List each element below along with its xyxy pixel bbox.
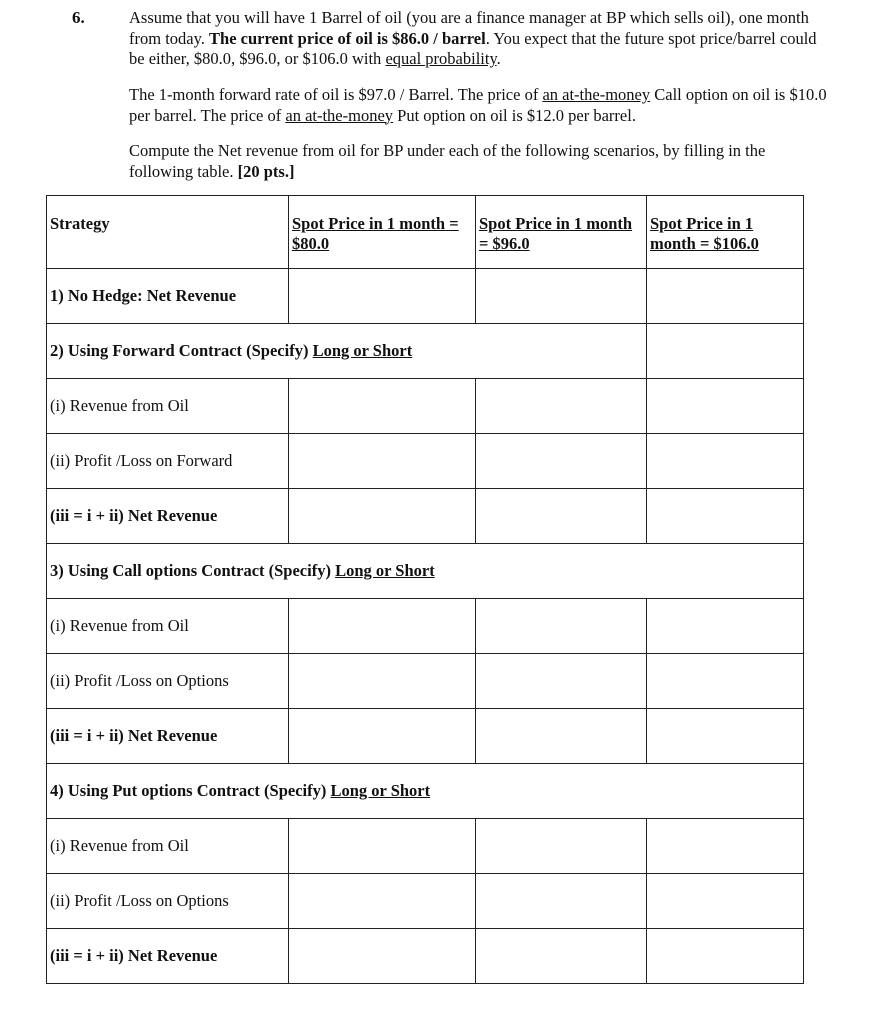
answer-cell[interactable] xyxy=(476,709,647,764)
row-label-forward-revenue: (i) Revenue from Oil xyxy=(47,379,289,434)
p3-points: [20 pts.] xyxy=(237,161,295,181)
answer-cell[interactable] xyxy=(476,434,647,489)
answer-cell[interactable] xyxy=(647,874,804,929)
row-label-call-revenue: (i) Revenue from Oil xyxy=(47,599,289,654)
answer-cell[interactable] xyxy=(476,489,647,544)
table-row xyxy=(47,489,804,544)
table-row xyxy=(47,929,804,984)
forward-title-text: 2) Using Forward Contract (Specify) xyxy=(50,341,313,360)
p2-underline-atm-put: an at-the-money xyxy=(285,105,394,125)
question-number: 6. xyxy=(72,8,85,27)
answer-cell[interactable] xyxy=(647,709,804,764)
p2-text-3: Put option on oil is $12.0 per barrel. xyxy=(393,105,636,125)
answer-cell[interactable] xyxy=(289,654,476,709)
p2-underline-atm-call: an at-the-money xyxy=(542,85,651,104)
answer-cell[interactable] xyxy=(647,929,804,984)
row-label-put-profit-loss: (ii) Profit /Loss on Options xyxy=(47,874,289,929)
section-title-forward xyxy=(47,324,647,379)
row-label-call-net-revenue: (iii = i + ii) Net Revenue xyxy=(47,709,289,764)
p1-bold-current-price: The current price of oil is $86.0 / barrel xyxy=(209,28,486,48)
section-row-put xyxy=(47,764,804,819)
row-label-call-profit-loss: (ii) Profit /Loss on Options xyxy=(47,654,289,709)
answer-cell[interactable] xyxy=(476,269,647,324)
answer-cell[interactable] xyxy=(647,654,804,709)
row-label-put-net-revenue: (iii = i + ii) Net Revenue xyxy=(47,929,289,984)
row-label-put-revenue: (i) Revenue from Oil xyxy=(47,819,289,874)
answer-cell[interactable] xyxy=(476,874,647,929)
answer-cell[interactable] xyxy=(289,819,476,874)
table-row-no-hedge xyxy=(47,269,804,324)
put-title-text: 4) Using Put options Contract (Specify) xyxy=(50,781,331,800)
answer-cell[interactable] xyxy=(647,599,804,654)
p2-text-1: The 1-month forward rate of oil is $97.0 / Barrel. The price of xyxy=(129,85,543,104)
answer-cell[interactable] xyxy=(289,599,476,654)
row-label-forward-net-revenue: (iii = i + ii) Net Revenue xyxy=(47,489,289,544)
table-row xyxy=(47,434,804,489)
answer-cell[interactable] xyxy=(647,269,804,324)
answer-cell[interactable] xyxy=(289,489,476,544)
p1-text-2: . You expect that the future spot price/barrel could be either, $80.0, $96.0, or $106.0 with xyxy=(129,28,817,68)
row-label-no-hedge: 1) No Hedge: Net Revenue xyxy=(47,269,289,324)
answer-cell[interactable] xyxy=(476,599,647,654)
question-paragraph-2 xyxy=(129,85,829,126)
answer-cell[interactable] xyxy=(647,434,804,489)
row-label-forward-profit-loss: (ii) Profit /Loss on Forward xyxy=(47,434,289,489)
question-paragraph-3 xyxy=(129,141,829,182)
answer-cell[interactable] xyxy=(289,269,476,324)
answer-cell[interactable] xyxy=(289,929,476,984)
forward-long-or-short: Long or Short xyxy=(312,341,413,360)
table-row xyxy=(47,654,804,709)
call-long-or-short: Long or Short xyxy=(335,561,435,580)
answer-cell[interactable] xyxy=(289,379,476,434)
answer-cell[interactable] xyxy=(289,434,476,489)
section-title-put xyxy=(47,764,804,819)
section-row-forward xyxy=(47,324,804,379)
table-row xyxy=(47,709,804,764)
header-spot-80: Spot Price in 1 month = $80.0 xyxy=(289,196,476,269)
answer-cell[interactable] xyxy=(647,489,804,544)
table-row xyxy=(47,379,804,434)
p2-text-2: Call option on oil is $10.0 per barrel. The price of xyxy=(129,85,827,125)
header-spot-96: Spot Price in 1 month = $96.0 xyxy=(476,196,647,269)
table-row xyxy=(47,819,804,874)
answer-cell[interactable] xyxy=(647,819,804,874)
call-title-text: 3) Using Call options Contract (Specify) xyxy=(50,561,336,580)
table-row xyxy=(47,599,804,654)
answer-cell[interactable] xyxy=(289,874,476,929)
section-row-call xyxy=(47,544,804,599)
strategy-table xyxy=(46,195,804,984)
table-header-row xyxy=(47,196,804,269)
p1-underline-equal-probability: equal probability xyxy=(385,49,497,68)
answer-cell[interactable] xyxy=(647,379,804,434)
section-title-call xyxy=(47,544,804,599)
answer-cell[interactable] xyxy=(476,379,647,434)
put-long-or-short: Long or Short xyxy=(330,781,431,800)
p1-text-1: Assume that you will have 1 Barrel of oil (you are a finance manager at BP which sells oil), one month from today. xyxy=(129,8,809,48)
header-strategy: Strategy xyxy=(47,196,289,269)
answer-cell[interactable] xyxy=(476,654,647,709)
table-row xyxy=(47,874,804,929)
p3-text-1: Compute the Net revenue from oil for BP under each of the following scenarios, by filling in the following table. xyxy=(129,141,766,181)
p1-text-3: . xyxy=(496,49,501,68)
header-spot-106: Spot Price in 1 month = $106.0 xyxy=(647,196,804,269)
answer-cell[interactable] xyxy=(476,929,647,984)
answer-cell[interactable] xyxy=(647,324,804,379)
answer-cell[interactable] xyxy=(289,709,476,764)
answer-cell[interactable] xyxy=(476,819,647,874)
question-paragraph-1 xyxy=(129,8,829,70)
